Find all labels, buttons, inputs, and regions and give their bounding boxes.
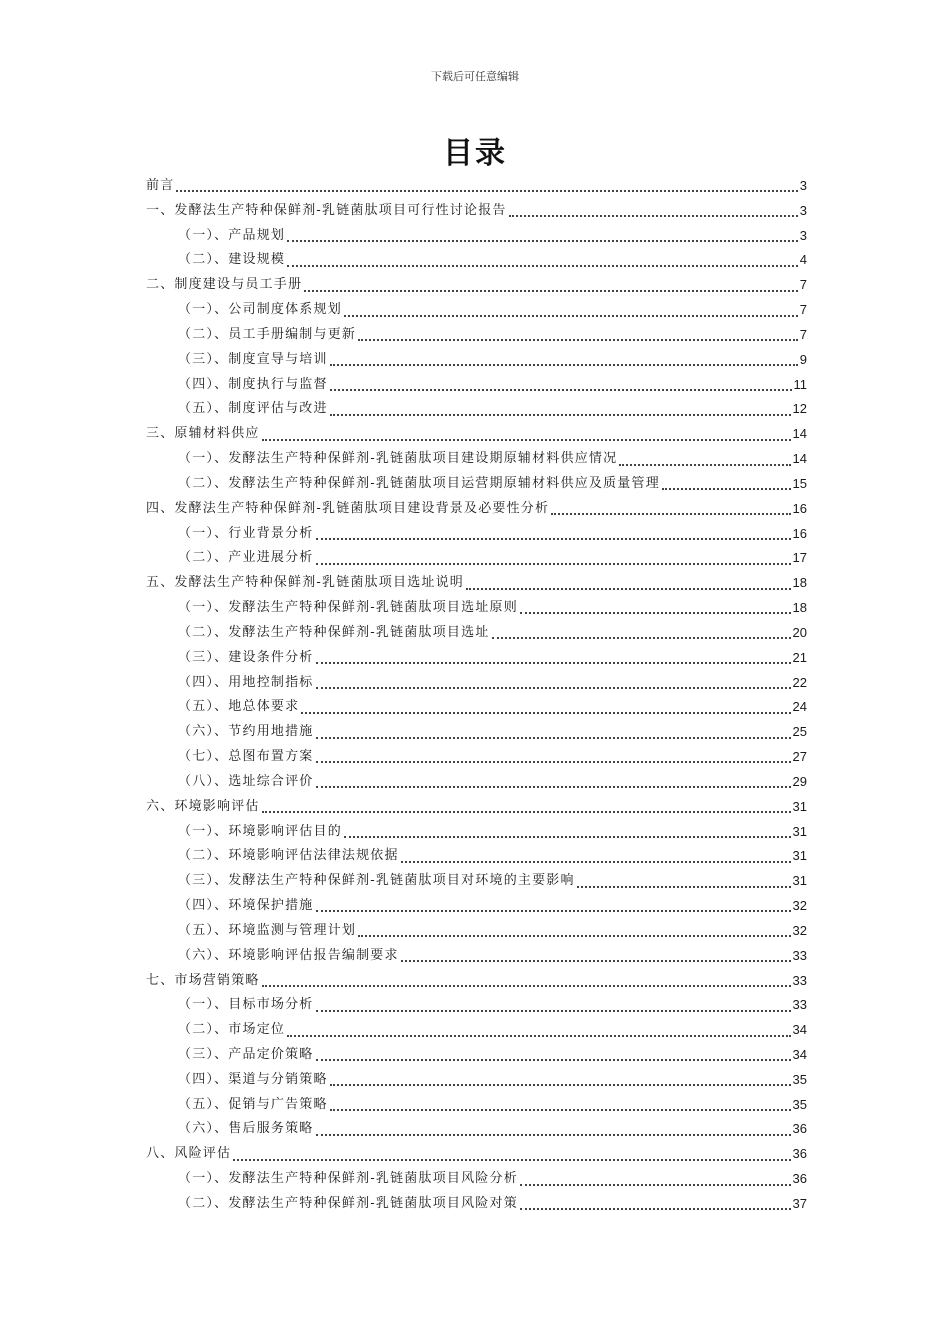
- toc-entry-subsection[interactable]: [146, 1192, 807, 1217]
- dot-leader: [577, 886, 791, 888]
- toc-entry-page: 17: [792, 550, 807, 566]
- dot-leader: [330, 1084, 791, 1086]
- toc-entry-page: 3: [799, 178, 807, 193]
- toc-entry-page: 18: [792, 575, 807, 591]
- dot-leader: [401, 960, 791, 962]
- dot-leader: [492, 637, 791, 639]
- toc-entry-section[interactable]: [146, 497, 807, 522]
- toc-entry-page: 16: [792, 525, 807, 541]
- toc-entry-page: 11: [793, 376, 807, 392]
- dot-leader: [662, 488, 791, 490]
- toc-entry-page: 31: [792, 848, 807, 864]
- toc-entry-title: （七）、总图布置方案: [178, 749, 314, 765]
- toc-entry-page: 14: [792, 426, 807, 442]
- toc-entry-page: 15: [792, 475, 807, 491]
- dot-leader: [316, 1134, 791, 1136]
- dot-leader: [316, 662, 791, 664]
- toc-entry-title: （六）、节约用地措施: [178, 724, 314, 740]
- toc-entry-title: 二、制度建设与员工手册: [146, 277, 303, 293]
- dot-leader: [316, 786, 791, 788]
- toc-entry-section[interactable]: [146, 174, 807, 199]
- toc-entry-page: 9: [799, 351, 807, 367]
- toc-entry-page: 37: [792, 1195, 807, 1211]
- toc-entry-title: （二）、发酵法生产特种保鲜剂-乳链菌肽项目风险对策: [178, 1195, 518, 1211]
- dot-leader: [330, 389, 792, 391]
- toc-entry-subsection[interactable]: [146, 671, 807, 696]
- toc-entry-page: 24: [792, 699, 807, 715]
- toc-entry-page: 7: [799, 302, 807, 318]
- toc-entry-page: 25: [792, 724, 807, 740]
- toc-entry-page: 33: [792, 997, 807, 1013]
- toc-entry-title: （四）、制度执行与监督: [178, 376, 328, 392]
- toc-entry-page: 3: [799, 202, 807, 218]
- toc-entry-title: （五）、地总体要求: [178, 699, 300, 715]
- toc-entry-page: 29: [792, 773, 807, 789]
- dot-leader: [262, 439, 791, 441]
- dot-leader: [301, 712, 790, 714]
- toc-entry-subsection[interactable]: [146, 894, 807, 919]
- dot-leader: [466, 588, 791, 590]
- toc-entry-title: （一）、环境影响评估目的: [178, 823, 342, 839]
- toc-entry-title: 前言: [146, 178, 175, 193]
- dot-leader: [233, 1159, 790, 1161]
- toc-entry-page: 31: [792, 823, 807, 839]
- toc-entry-subsection[interactable]: [146, 224, 807, 249]
- page-title: 目录: [443, 136, 507, 171]
- toc-entry-title: （四）、渠道与分销策略: [178, 1071, 328, 1087]
- toc-entry-subsection[interactable]: [146, 298, 807, 323]
- toc-entry-page: 7: [799, 277, 807, 293]
- toc-entry-title: （八）、选址综合评价: [178, 773, 314, 789]
- toc-entry-subsection[interactable]: [146, 844, 807, 869]
- dot-leader: [344, 836, 791, 838]
- toc-entry-title: （一）、行业背景分析: [178, 525, 314, 541]
- dot-leader: [344, 315, 798, 317]
- toc-entry-subsection[interactable]: [146, 1043, 807, 1068]
- toc-entry-page: 16: [792, 500, 807, 516]
- toc-entry-subsection[interactable]: [146, 447, 807, 472]
- toc-entry-subsection[interactable]: [146, 646, 807, 671]
- dot-leader: [316, 737, 791, 739]
- toc-entry-title: （二）、环境影响评估法律法规依据: [178, 848, 399, 864]
- toc-entry-subsection[interactable]: [146, 472, 807, 497]
- toc-entry-title: 三、原辅材料供应: [146, 426, 260, 442]
- dot-leader: [330, 1109, 791, 1111]
- toc-entry-page: 36: [792, 1146, 807, 1162]
- toc-entry-subsection[interactable]: [146, 770, 807, 795]
- toc-entry-page: 36: [792, 1171, 807, 1187]
- toc-entry-subsection[interactable]: [146, 323, 807, 348]
- toc-entry-subsection[interactable]: [146, 869, 807, 894]
- toc-entry-title: （五）、促销与广告策略: [178, 1096, 328, 1112]
- toc-entry-subsection[interactable]: [146, 621, 807, 646]
- toc-entry-subsection[interactable]: [146, 522, 807, 547]
- toc-entry-section[interactable]: [146, 571, 807, 596]
- toc-entry-subsection[interactable]: [146, 1093, 807, 1118]
- toc-entry-page: 32: [792, 898, 807, 914]
- toc-entry-section[interactable]: [146, 969, 807, 994]
- toc-entry-title: （二）、发酵法生产特种保鲜剂-乳链菌肽项目选址: [178, 624, 490, 640]
- toc-entry-page: 35: [792, 1096, 807, 1112]
- dot-leader: [520, 1184, 791, 1186]
- toc-entry-page: 18: [792, 600, 807, 616]
- toc-entry-subsection[interactable]: [146, 373, 807, 398]
- dot-leader: [262, 811, 791, 813]
- toc-entry-section[interactable]: [146, 422, 807, 447]
- dot-leader: [316, 563, 791, 565]
- toc-entry-subsection[interactable]: [146, 919, 807, 944]
- dot-leader: [330, 364, 798, 366]
- dot-leader: [619, 464, 790, 466]
- toc-entry-page: 12: [792, 401, 807, 417]
- toc-entry-page: 3: [799, 227, 807, 243]
- toc-entry-title: （一）、目标市场分析: [178, 997, 314, 1013]
- toc-entry-title: （五）、环境监测与管理计划: [178, 922, 357, 938]
- dot-leader: [509, 215, 798, 217]
- toc-entry-title: （一）、发酵法生产特种保鲜剂-乳链菌肽项目风险分析: [178, 1171, 518, 1187]
- toc-entry-title: （三）、制度宣导与培训: [178, 351, 328, 367]
- header-note: 下载后可任意编辑: [431, 70, 519, 83]
- toc-entry-title: （一）、产品规划: [178, 227, 286, 243]
- toc-entry-page: 20: [792, 624, 807, 640]
- toc-entry-title: 四、发酵法生产特种保鲜剂-乳链菌肽项目建设背景及必要性分析: [146, 500, 550, 516]
- toc-entry-page: 22: [792, 674, 807, 690]
- toc-entry-title: （三）、建设条件分析: [178, 649, 314, 665]
- dot-leader: [316, 687, 791, 689]
- toc-entry-subsection[interactable]: [146, 596, 807, 621]
- toc-entry-page: 31: [792, 798, 807, 814]
- toc-entry-title: （二）、员工手册编制与更新: [178, 326, 357, 342]
- toc-entry-title: 八、风险评估: [146, 1146, 232, 1162]
- toc-entry-page: 34: [792, 1022, 807, 1038]
- dot-leader: [358, 339, 798, 341]
- toc-entry-section[interactable]: [146, 199, 807, 224]
- toc-entry-page: 34: [792, 1046, 807, 1062]
- toc-entry-section[interactable]: [146, 273, 807, 298]
- dot-leader: [176, 190, 797, 192]
- toc-entry-title: 一、发酵法生产特种保鲜剂-乳链菌肽项目可行性讨论报告: [146, 202, 507, 218]
- dot-leader: [316, 538, 791, 540]
- dot-leader: [287, 1035, 790, 1037]
- toc-entry-section[interactable]: [146, 795, 807, 820]
- dot-leader: [316, 1010, 791, 1012]
- toc-entry-title: （六）、环境影响评估报告编制要求: [178, 947, 399, 963]
- dot-leader: [316, 910, 791, 912]
- dot-leader: [287, 240, 798, 242]
- dot-leader: [330, 414, 791, 416]
- dot-leader: [358, 935, 790, 937]
- toc-entry-page: 35: [792, 1071, 807, 1087]
- toc-entry-title: （二）、产业进展分析: [178, 550, 314, 566]
- toc-entry-title: （四）、用地控制指标: [178, 674, 314, 690]
- toc-entry-title: （二）、建设规模: [178, 252, 286, 268]
- toc-entry-subsection[interactable]: [146, 1068, 807, 1093]
- toc-entry-title: 六、环境影响评估: [146, 798, 260, 814]
- toc-entry-subsection[interactable]: [146, 820, 807, 845]
- toc-entry-title: （一）、发酵法生产特种保鲜剂-乳链菌肽项目建设期原辅材料供应情况: [178, 451, 618, 467]
- toc-entry-title: （六）、售后服务策略: [178, 1121, 314, 1137]
- toc-entry-subsection[interactable]: [146, 993, 807, 1018]
- toc-entry-page: 4: [799, 252, 807, 268]
- dot-leader: [401, 861, 791, 863]
- toc-entry-title: 五、发酵法生产特种保鲜剂-乳链菌肽项目选址说明: [146, 575, 464, 591]
- toc-entry-subsection[interactable]: [146, 546, 807, 571]
- toc-entry-subsection[interactable]: [146, 248, 807, 273]
- toc-entry-title: （五）、制度评估与改进: [178, 401, 328, 417]
- dot-leader: [287, 265, 798, 267]
- toc-entry-subsection[interactable]: [146, 1117, 807, 1142]
- toc-entry-page: 31: [792, 873, 807, 889]
- toc-entry-page: 36: [792, 1121, 807, 1137]
- toc-entry-subsection[interactable]: [146, 695, 807, 720]
- dot-leader: [262, 985, 791, 987]
- toc-entry-title: （三）、产品定价策略: [178, 1046, 314, 1062]
- dot-leader: [304, 290, 798, 292]
- toc-entry-section[interactable]: [146, 1142, 807, 1167]
- toc-entry-page: 7: [799, 326, 807, 342]
- toc-entry-subsection[interactable]: [146, 1018, 807, 1043]
- toc-entry-subsection[interactable]: [146, 1167, 807, 1192]
- toc-entry-title: （一）、公司制度体系规划: [178, 302, 342, 318]
- toc-entry-subsection[interactable]: [146, 944, 807, 969]
- toc-entry-title: （二）、市场定位: [178, 1022, 286, 1038]
- toc-entry-title: （一）、发酵法生产特种保鲜剂-乳链菌肽项目选址原则: [178, 600, 518, 616]
- toc-entry-title: （二）、发酵法生产特种保鲜剂-乳链菌肽项目运营期原辅材料供应及质量管理: [178, 475, 660, 491]
- table-of-contents: [146, 174, 807, 1217]
- toc-entry-page: 27: [792, 749, 807, 765]
- toc-entry-page: 33: [792, 972, 807, 988]
- dot-leader: [551, 513, 790, 515]
- dot-leader: [520, 1208, 791, 1210]
- toc-entry-subsection[interactable]: [146, 720, 807, 745]
- toc-entry-title: （三）、发酵法生产特种保鲜剂-乳链菌肽项目对环境的主要影响: [178, 873, 575, 889]
- dot-leader: [316, 761, 791, 763]
- toc-entry-page: 21: [792, 649, 807, 665]
- toc-entry-page: 14: [792, 451, 807, 467]
- toc-entry-page: 32: [792, 922, 807, 938]
- toc-entry-subsection[interactable]: [146, 745, 807, 770]
- toc-entry-title: （四）、环境保护措施: [178, 898, 314, 914]
- dot-leader: [316, 1059, 791, 1061]
- dot-leader: [520, 612, 791, 614]
- toc-entry-subsection[interactable]: [146, 348, 807, 373]
- toc-entry-page: 33: [792, 947, 807, 963]
- toc-entry-title: 七、市场营销策略: [146, 972, 260, 988]
- toc-entry-subsection[interactable]: [146, 397, 807, 422]
